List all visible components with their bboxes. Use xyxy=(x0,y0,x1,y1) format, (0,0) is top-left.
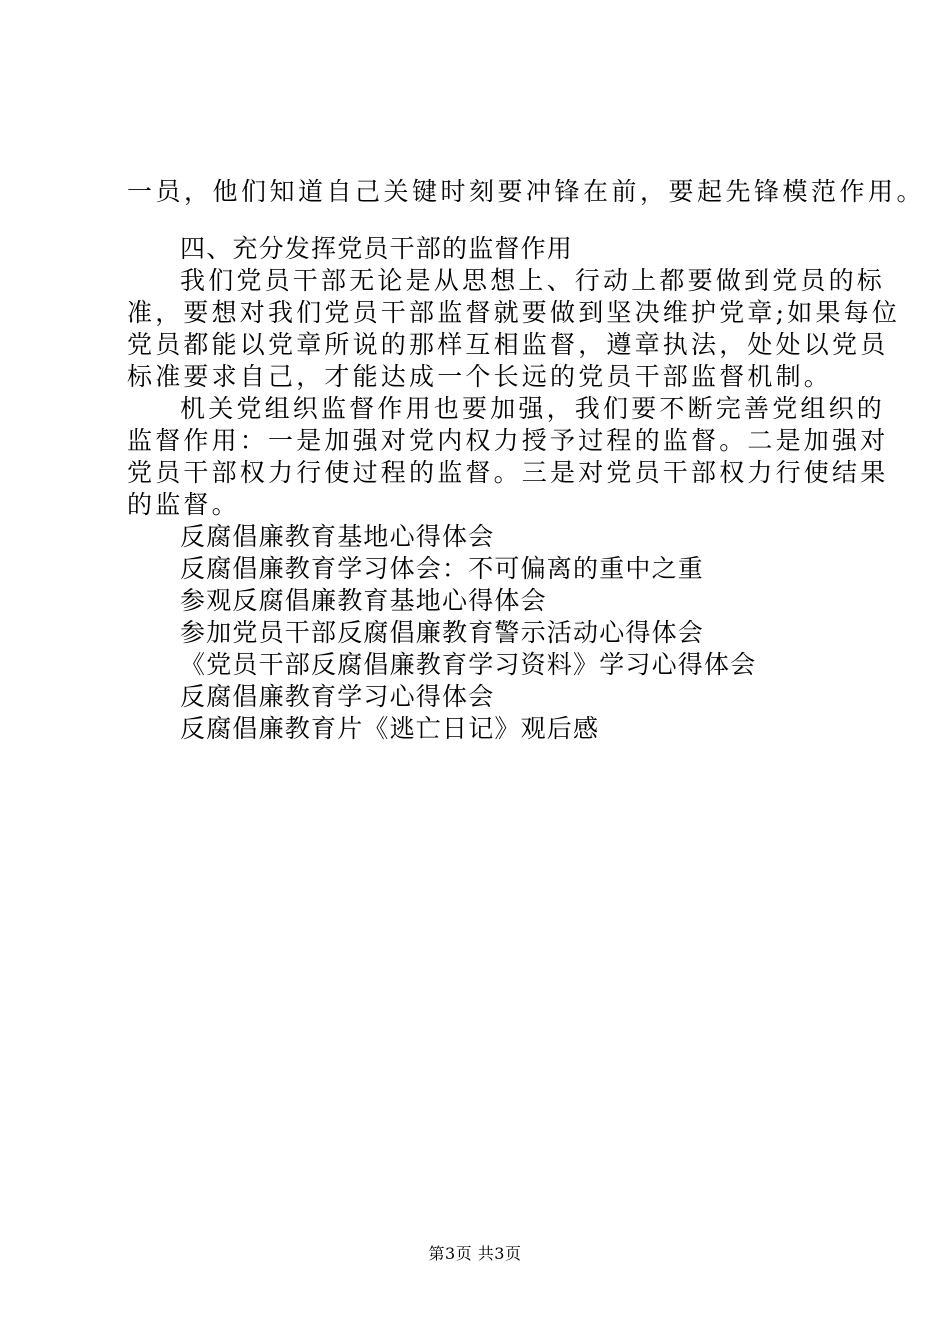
related-article-link[interactable]: 反腐倡廉教育学习体会：不可偏离的重中之重 xyxy=(180,554,705,583)
related-article-link[interactable]: 反腐倡廉教育学习心得体会 xyxy=(180,682,495,711)
related-article-link[interactable]: 参加党员干部反腐倡廉教育警示活动心得体会 xyxy=(180,618,705,647)
body-text-line: 一员，他们知道自己关键时刻要冲锋在前，要起先锋模范作用。 xyxy=(127,177,926,206)
body-text-line: 标准要求自己，才能达成一个长远的党员干部监督机制。 xyxy=(127,362,833,391)
page-number-footer: 第3页 共3页 xyxy=(428,1244,522,1263)
body-text-line: 准，要想对我们党员干部监督就要做到坚决维护党章;如果每位 xyxy=(127,298,901,327)
body-text-line: 党员干部权力行使过程的监督。三是对党员干部权力行使结果 xyxy=(127,458,889,487)
related-article-link[interactable]: 反腐倡廉教育片《逃亡日记》观后感 xyxy=(180,714,600,743)
related-article-link[interactable]: 《党员干部反腐倡廉教育学习资料》学习心得体会 xyxy=(180,650,757,679)
body-text-line: 党员都能以党章所说的那样互相监督，遵章执法，处处以党员 xyxy=(127,330,889,359)
body-text-line: 机关党组织监督作用也要加强，我们要不断完善党组织的 xyxy=(180,394,886,423)
related-article-link[interactable]: 参观反腐倡廉教育基地心得体会 xyxy=(180,586,547,615)
section-heading: 四、充分发挥党员干部的监督作用 xyxy=(180,234,574,263)
body-text-line: 的监督。 xyxy=(127,490,240,519)
body-text-line: 监督作用：一是加强对党内权力授予过程的监督。二是加强对 xyxy=(127,426,889,455)
body-text-line: 我们党员干部无论是从思想上、行动上都要做到党员的标 xyxy=(180,266,886,295)
related-article-link[interactable]: 反腐倡廉教育基地心得体会 xyxy=(180,522,495,551)
